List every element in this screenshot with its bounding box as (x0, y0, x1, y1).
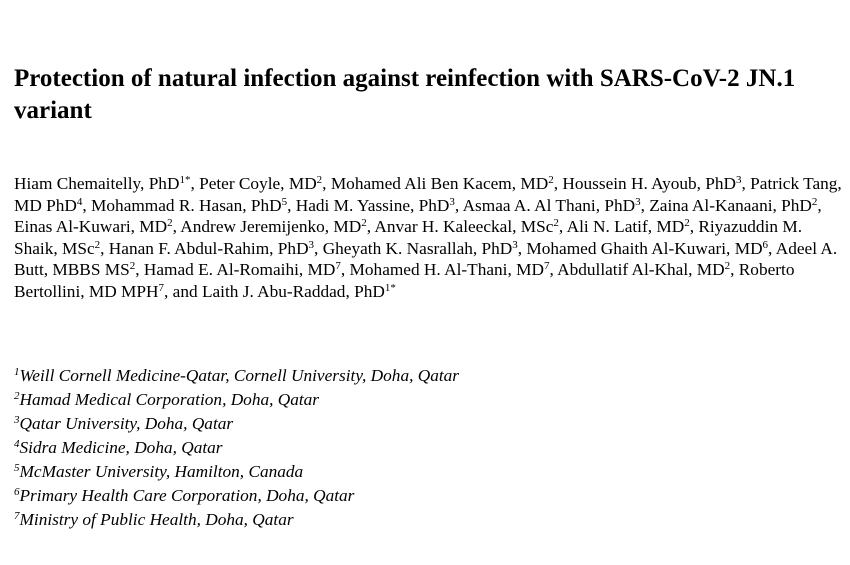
author-affiliation-mark: 7 (158, 281, 165, 294)
author-separator: , (172, 217, 181, 236)
author-separator: , (730, 260, 739, 279)
author-name: Adeel A. Butt, MBBS MS (14, 238, 838, 279)
author-name: Laith J. Abu-Raddad, PhD (201, 281, 385, 301)
affiliation-number: 2 (14, 390, 20, 402)
affiliation-item (14, 364, 844, 388)
affiliation-number: 6 (14, 486, 20, 498)
affiliation-text: Hamad Medical Corporation, Doha, Qatar (19, 390, 320, 409)
affiliation-number: 4 (14, 438, 20, 450)
author-name: Hanan F. Abdul-Rahim, PhD (108, 238, 309, 258)
author-separator: , (454, 195, 463, 215)
author-name: Andrew Jeremijenko, MD (180, 217, 362, 236)
author-separator: , (135, 260, 144, 279)
author-name: Mohammad R. Hasan, PhD (91, 195, 282, 215)
author-separator: , (322, 174, 331, 193)
affiliation-item (14, 388, 844, 412)
author-affiliation-mark: 5 (281, 195, 288, 208)
author (202, 282, 396, 301)
author-name: Houssein H. Ayoub, PhD (562, 174, 737, 193)
affiliation-number: 3 (14, 414, 20, 426)
author-affiliation-mark: 6 (762, 238, 769, 251)
affiliation-text: Qatar University, Doha, Qatar (19, 414, 234, 433)
author (463, 196, 650, 215)
author (567, 217, 699, 236)
author (14, 174, 199, 193)
author-separator: , (366, 217, 375, 236)
author (374, 217, 566, 236)
author-name: Abdullatif Al-Khal, MD (557, 260, 725, 279)
author-name: Mohamed Ali Ben Kacem, MD (330, 174, 549, 193)
author-affiliation-mark: 2 (94, 238, 101, 251)
author-name: Gheyath K. Nasrallah, PhD (322, 238, 513, 258)
author-affiliation-mark: 3 (308, 238, 315, 251)
author-separator: , (314, 238, 323, 258)
author-affiliation-mark: 1* (179, 174, 191, 186)
author-separator: , (640, 195, 650, 215)
author-separator: , (549, 260, 558, 279)
author-separator: , (817, 195, 822, 215)
affiliation-item (14, 508, 844, 532)
author (331, 174, 563, 193)
affiliation-item (14, 484, 844, 508)
author-affiliation-mark: 2 (684, 217, 690, 229)
affiliation-text: Ministry of Public Health, Doha, Qatar (19, 510, 294, 529)
author-affiliation-mark: 4 (76, 195, 83, 208)
author (14, 217, 180, 236)
author-affiliation-mark: 2 (129, 260, 136, 272)
author-name: Mohamed Ghaith Al-Kuwari, MD (526, 238, 763, 258)
author-affiliation-mark: 3 (512, 238, 518, 251)
author-affiliation-mark: 2 (316, 174, 323, 186)
author-name: Hadi M. Yassine, PhD (295, 195, 450, 215)
author (323, 239, 527, 258)
author-separator: , (340, 260, 350, 279)
author-separator: , (558, 217, 567, 236)
author-affiliation-mark: 2 (811, 195, 818, 208)
author-list (14, 173, 844, 302)
author-separator: , (553, 174, 563, 193)
author (91, 196, 296, 215)
affiliation-item (14, 460, 844, 484)
author (180, 217, 374, 236)
author (562, 174, 750, 193)
author-name: Mohamed H. Al-Thani, MD (349, 260, 544, 279)
author-name: Patrick Tang, MD PhD (14, 174, 842, 215)
author-affiliation-mark: 1* (384, 281, 396, 294)
author-separator: , and (164, 281, 202, 301)
author-name: Asmaa A. Al Thani, PhD (462, 195, 636, 215)
author-name: Hiam Chemaitelly, PhD (14, 174, 180, 193)
affiliation-number: 1 (14, 366, 20, 378)
affiliation-item (14, 412, 844, 436)
author-name: Roberto Bertollini, MD MPH (14, 260, 795, 301)
author-affiliation-mark: 3 (736, 174, 742, 186)
author (350, 260, 558, 279)
author (526, 239, 775, 258)
author (109, 239, 323, 258)
affiliation-text: Weill Cornell Medicine-Qatar, Cornell University, Doha, Qatar (19, 366, 460, 385)
author-affiliation-mark: 2 (548, 174, 554, 186)
affiliation-item (14, 436, 844, 460)
author-affiliation-mark: 2 (167, 217, 173, 229)
author-name: Peter Coyle, MD (199, 174, 317, 193)
author-name: Riyazuddin M. Shaik, MSc (14, 217, 803, 258)
author (144, 260, 350, 279)
author-name: Einas Al-Kuwari, MD (14, 217, 168, 236)
paper-title: Protection of natural infection against reinfection with SARS-CoV-2 JN.1 variant (14, 65, 796, 124)
author-affiliation-mark: 7 (543, 260, 550, 272)
affiliation-number: 5 (14, 462, 20, 474)
author-affiliation-mark: 7 (335, 260, 341, 272)
author-name: Ali N. Latif, MD (566, 217, 685, 236)
author-name: Hamad E. Al-Romaihi, MD (143, 260, 336, 279)
affiliation-text: Sidra Medicine, Doha, Qatar (19, 438, 223, 457)
affiliation-number: 7 (14, 510, 20, 522)
author-separator: , (689, 217, 699, 236)
author-separator: , (517, 238, 527, 258)
author-separator: , (287, 195, 296, 215)
author-separator: , (190, 174, 200, 193)
author-affiliation-mark: 2 (553, 217, 559, 229)
author-affiliation-mark: 2 (361, 217, 367, 229)
affiliation-text: Primary Health Care Corporation, Doha, Qatar (19, 486, 355, 505)
author (649, 196, 822, 215)
author (557, 260, 739, 279)
author (199, 174, 331, 193)
author-separator: , (82, 195, 92, 215)
author-affiliation-mark: 3 (635, 195, 641, 208)
author-separator: , (741, 174, 751, 193)
author-name: Zaina Al-Kanaani, PhD (649, 195, 812, 215)
author-name: Anvar H. Kaleeckal, MSc (374, 217, 554, 236)
affiliation-text: McMaster University, Hamilton, Canada (19, 462, 304, 481)
author-affiliation-mark: 3 (449, 195, 455, 208)
author-separator: , (768, 238, 776, 258)
affiliation-list (14, 364, 844, 532)
author-separator: , (100, 238, 109, 258)
author (296, 196, 463, 215)
author-affiliation-mark: 2 (724, 260, 731, 272)
